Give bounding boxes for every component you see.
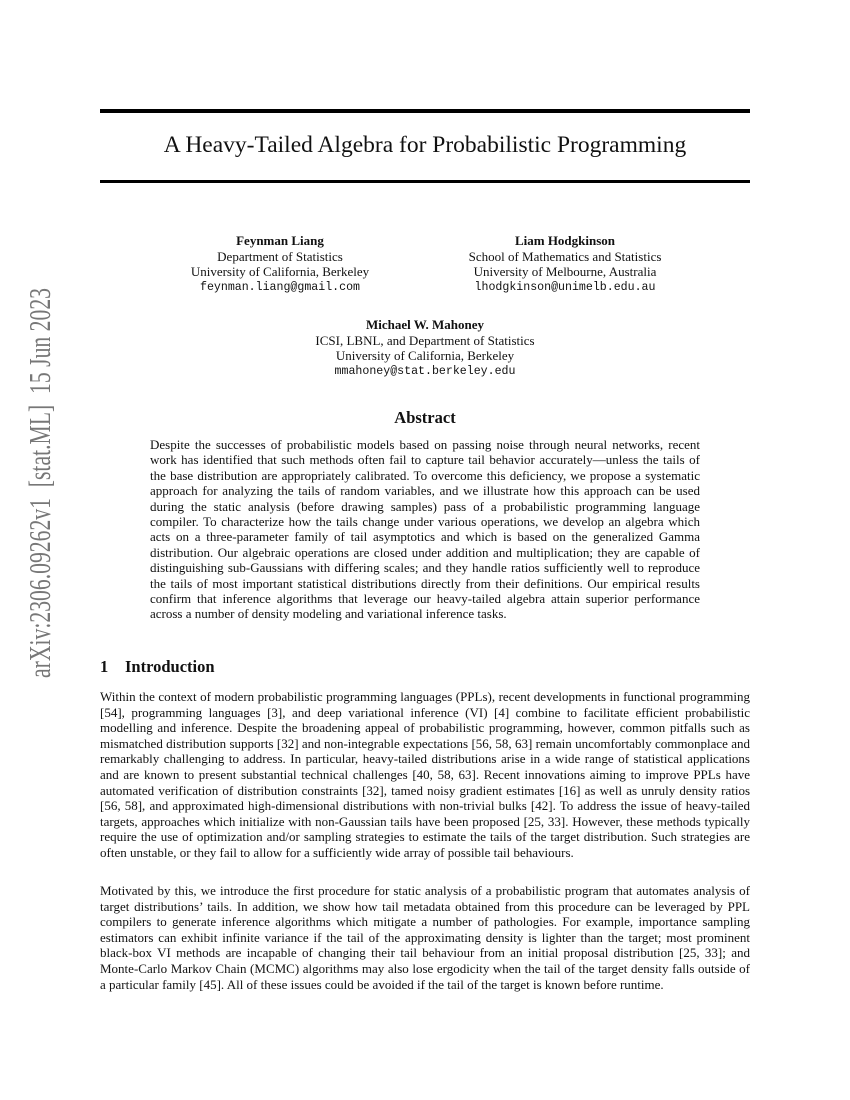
author-institution: University of California, Berkeley [190, 264, 370, 279]
section-number: 1 [100, 657, 109, 676]
author-department: School of Mathematics and Statistics [468, 248, 662, 264]
author-name: Feynman Liang [236, 233, 324, 248]
body-paragraph: Within the context of modern probabilistic programming languages (PPLs), recent developments in functional programming [54], programming languages [3], and deep variational inference (VI) [4] combine to facilitate efficient probabilistic modelling and inference. Despite the broadening appeal of probabilistic programming, however, common pitfalls such as mismatched distribution supports [32] and non-integrable expectations [56, 58, 63] remain uncomfortably commonplace and remarkably challenging to address. In particular, heavy-tailed distributions arise in a wide range of statistical applications and are known to present substantial technical challenges [40, 58, 63]. Recent innovations aiming to improve PPLs have automated verification of distribution constraints [32], tamed noisy gradient estimates [16] as well as unruly density ratios [56, 58], and approximated high-dimensional distributions with non-trivial bulks [42]. To address the issue of heavy-tailed targets, approaches which initialize with non-Gaussian tails have been proposed [25, 33]. However, these methods typically require the use of optimization and/or sampling strategies to estimate the tails of the target distribution. Such strategies are often unstable, or they fail to allow for a sufficiently wide array of possible tail behaviours. [100, 689, 750, 860]
paper-title: A Heavy-Tailed Algebra for Probabilistic Programming [163, 132, 687, 158]
section-heading [100, 657, 750, 677]
abstract-heading: Abstract [394, 408, 456, 427]
author-department: ICSI, LBNL, and Department of Statistics [315, 332, 535, 348]
arxiv-id-text: arXiv:2306.09262v1 [stat.ML] 15 Jun 2023 [22, 120, 57, 678]
author-institution: University of Melbourne, Australia [473, 264, 657, 279]
author-name: Michael W. Mahoney [365, 317, 485, 332]
author-block [450, 233, 680, 295]
author-block [170, 233, 390, 295]
title-bottom-rule [100, 180, 750, 183]
abstract-text: Despite the successes of probabilistic models based on passing noise through neural networks, recent work has identified that such methods often fail to capture tail behavior accurately—unless the tails of the base distribution are appropriately calibrated. To overcome this deficiency, we propose a systematic approach for analyzing the tails of random variables, and we illustrate how this approach can be used during the static analysis (before drawing samples) pass of a probabilistic programming language compiler. To characterize how the tails change under various operations, we develop an algebra which acts on a three-parameter family of tail asymptotics and which is based on the generalized Gamma distribution. Our algebraic operations are closed under addition and multiplication; they are capable of distinguishing sub-Gaussians with differing scales; and they handle ratios sufficiently well to reproduce the tails of most important statistical distributions directly from their definitions. Our empirical results confirm that inference algorithms that leverage our heavy-tailed algebra attain superior performance across a number of density modeling and variational inference tasks. [150, 437, 700, 622]
section-title: Introduction [125, 657, 215, 676]
body-paragraph: Motivated by this, we introduce the first procedure for static analysis of a probabilistic program that automates analysis of target distributions’ tails. In addition, we show how tail metadata obtained from this procedure can be leveraged by PPL compilers to generate inference algorithms which mitigate a number of pathologies. For example, importance sampling estimators can exhibit infinite variance if the tail of the approximating density is lighter than the target; most prominent black-box VI methods are incapable of changing their tail behaviour from an initial proposal distribution [25, 33]; and Monte-Carlo Markov Chain (MCMC) algorithms may also lose ergodicity when the tail of the target density falls outside of a particular family [45]. All of these issues could be avoided if the tail of the target is known before runtime. [100, 883, 750, 992]
author-email: lhodgkinson@unimelb.edu.au [474, 280, 656, 294]
author-block [275, 317, 575, 379]
author-email: feynman.liang@gmail.com [199, 280, 361, 294]
author-department: Department of Statistics [217, 248, 343, 264]
author-institution: University of California, Berkeley [335, 348, 515, 363]
title-top-rule [100, 109, 750, 113]
arxiv-identifier-stamp [0, 0, 60, 1100]
author-email: mmahoney@stat.berkeley.edu [334, 364, 516, 378]
author-name: Liam Hodgkinson [514, 233, 616, 248]
